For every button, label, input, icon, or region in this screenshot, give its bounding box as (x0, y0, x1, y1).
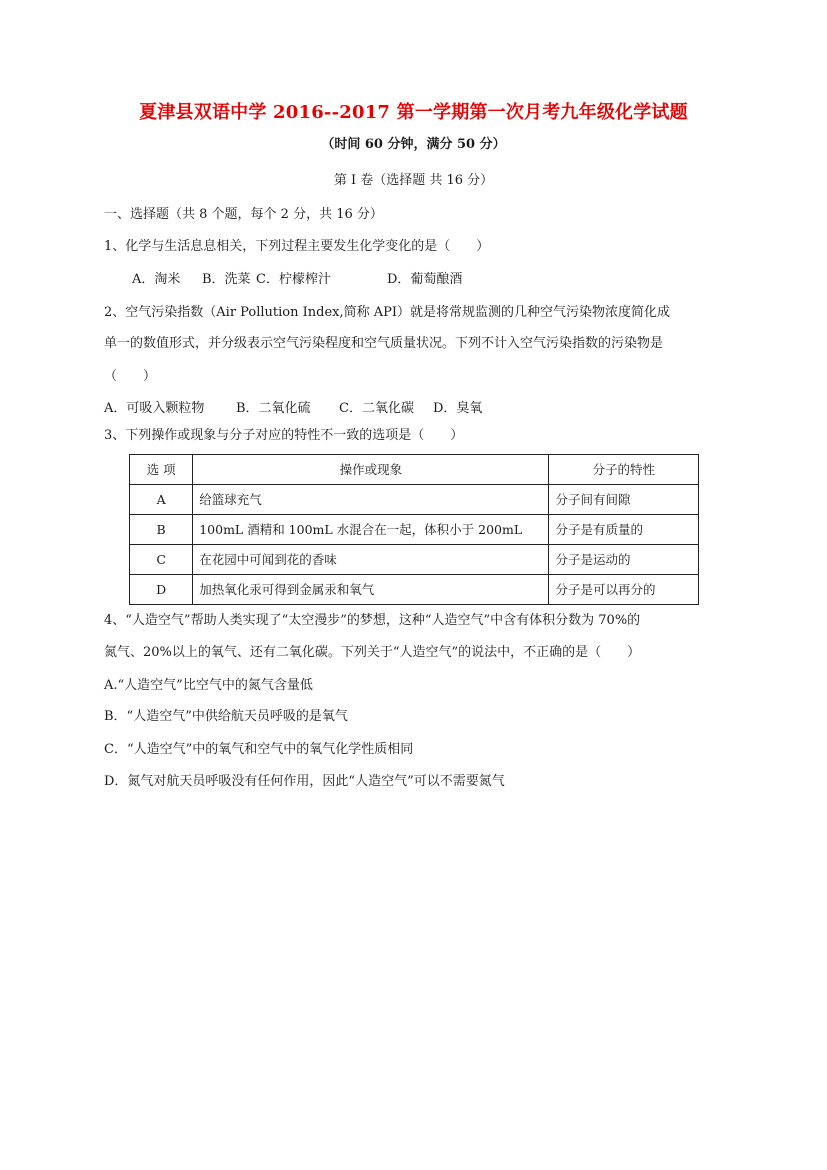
q2-option-b: B．二氧化硫 (236, 401, 311, 416)
q1-options (132, 271, 462, 289)
table-header-row (130, 455, 699, 485)
table-row (130, 515, 699, 545)
q2-option-c: C．二氧化碳 (339, 401, 414, 416)
q4-option-a: A.“人造空气”比空气中的氮气含量低 (104, 678, 313, 693)
q1-option-c: C．柠檬榨汁 (256, 272, 331, 287)
q4-stem-line1: 4、“人造空气”帮助人类实现了“太空漫步”的梦想，这种“人造空气”中含有体积分数为 70%的 (104, 613, 641, 628)
q3-stem: 3、下列操作或现象与分子对应的特性不一致的选项是（ ） (104, 428, 464, 443)
table-cell-phenomenon: 加热氧化汞可得到金属汞和氧气 (193, 575, 549, 605)
q2-options (104, 400, 482, 418)
table-cell-property: 分子是可以再分的 (549, 575, 699, 605)
q4-option-d: D．氮气对航天员呼吸没有任何作用，因此“人造空气”可以不需要氮气 (104, 774, 505, 789)
q2-stem-line2: 单一的数值形式，并分级表示空气污染程度和空气质量状况。下列不计入空气污染指数的污染物是 (104, 336, 664, 351)
exam-title: 夏津县双语中学 2016--2017 第一学期第一次月考九年级化学试题 (139, 102, 688, 123)
q4-stem-line2: 氮气、20%以上的氧气、还有二氧化碳。下列关于“人造空气”的说法中，不正确的是（ ） (104, 645, 641, 660)
table-cell-option: B (130, 515, 193, 545)
q2-option-d: D．臭氧 (433, 401, 483, 416)
q1-option-a: A．淘米 (132, 272, 181, 287)
table-row (130, 485, 699, 515)
q3-table (129, 454, 699, 605)
section-heading: 一、选择题（共 8 个题，每个 2 分，共 16 分） (104, 207, 383, 222)
table-cell-phenomenon: 100mL 酒精和 100mL 水混合在一起，体积小于 200mL (193, 515, 549, 545)
table-cell-property: 分子是有质量的 (549, 515, 699, 545)
exam-subtitle: （时间 60 分钟，满分 50 分） (321, 137, 506, 152)
q2-stem-line1: 2、空气污染指数（Air Pollution Index,简称 API）就是将常规监测的几种空气污染物浓度简化成 (104, 305, 671, 320)
section-title: 第 I 卷（选择题 共 16 分） (333, 173, 494, 188)
table-cell-option: D (130, 575, 193, 605)
q1-option-b: B．洗菜 (202, 272, 251, 287)
q1-option-d: D．葡萄酿酒 (387, 272, 463, 287)
table-cell-option: C (130, 545, 193, 575)
table-cell-option: A (130, 485, 193, 515)
q2-stem-line3: （ ） (104, 369, 157, 384)
table-cell-property: 分子间有间隙 (549, 485, 699, 515)
table-row (130, 545, 699, 575)
q1-stem: 1、化学与生活息息相关，下列过程主要发生化学变化的是（ ） (104, 239, 490, 254)
q2-option-a: A．可吸入颗粒物 (104, 401, 205, 416)
table-row (130, 575, 699, 605)
table-cell-property: 分子是运动的 (549, 545, 699, 575)
table-cell-phenomenon: 在花园中可闻到花的香味 (193, 545, 549, 575)
table-header-property: 分子的特性 (549, 455, 699, 485)
q4-option-b: B．“人造空气”中供给航天员呼吸的是氧气 (104, 709, 348, 724)
q4-option-c: C．“人造空气”中的氧气和空气中的氧气化学性质相同 (104, 742, 414, 757)
table-header-phenomenon: 操作或现象 (193, 455, 549, 485)
table-header-option: 选 项 (130, 455, 193, 485)
table-cell-phenomenon: 给篮球充气 (193, 485, 549, 515)
